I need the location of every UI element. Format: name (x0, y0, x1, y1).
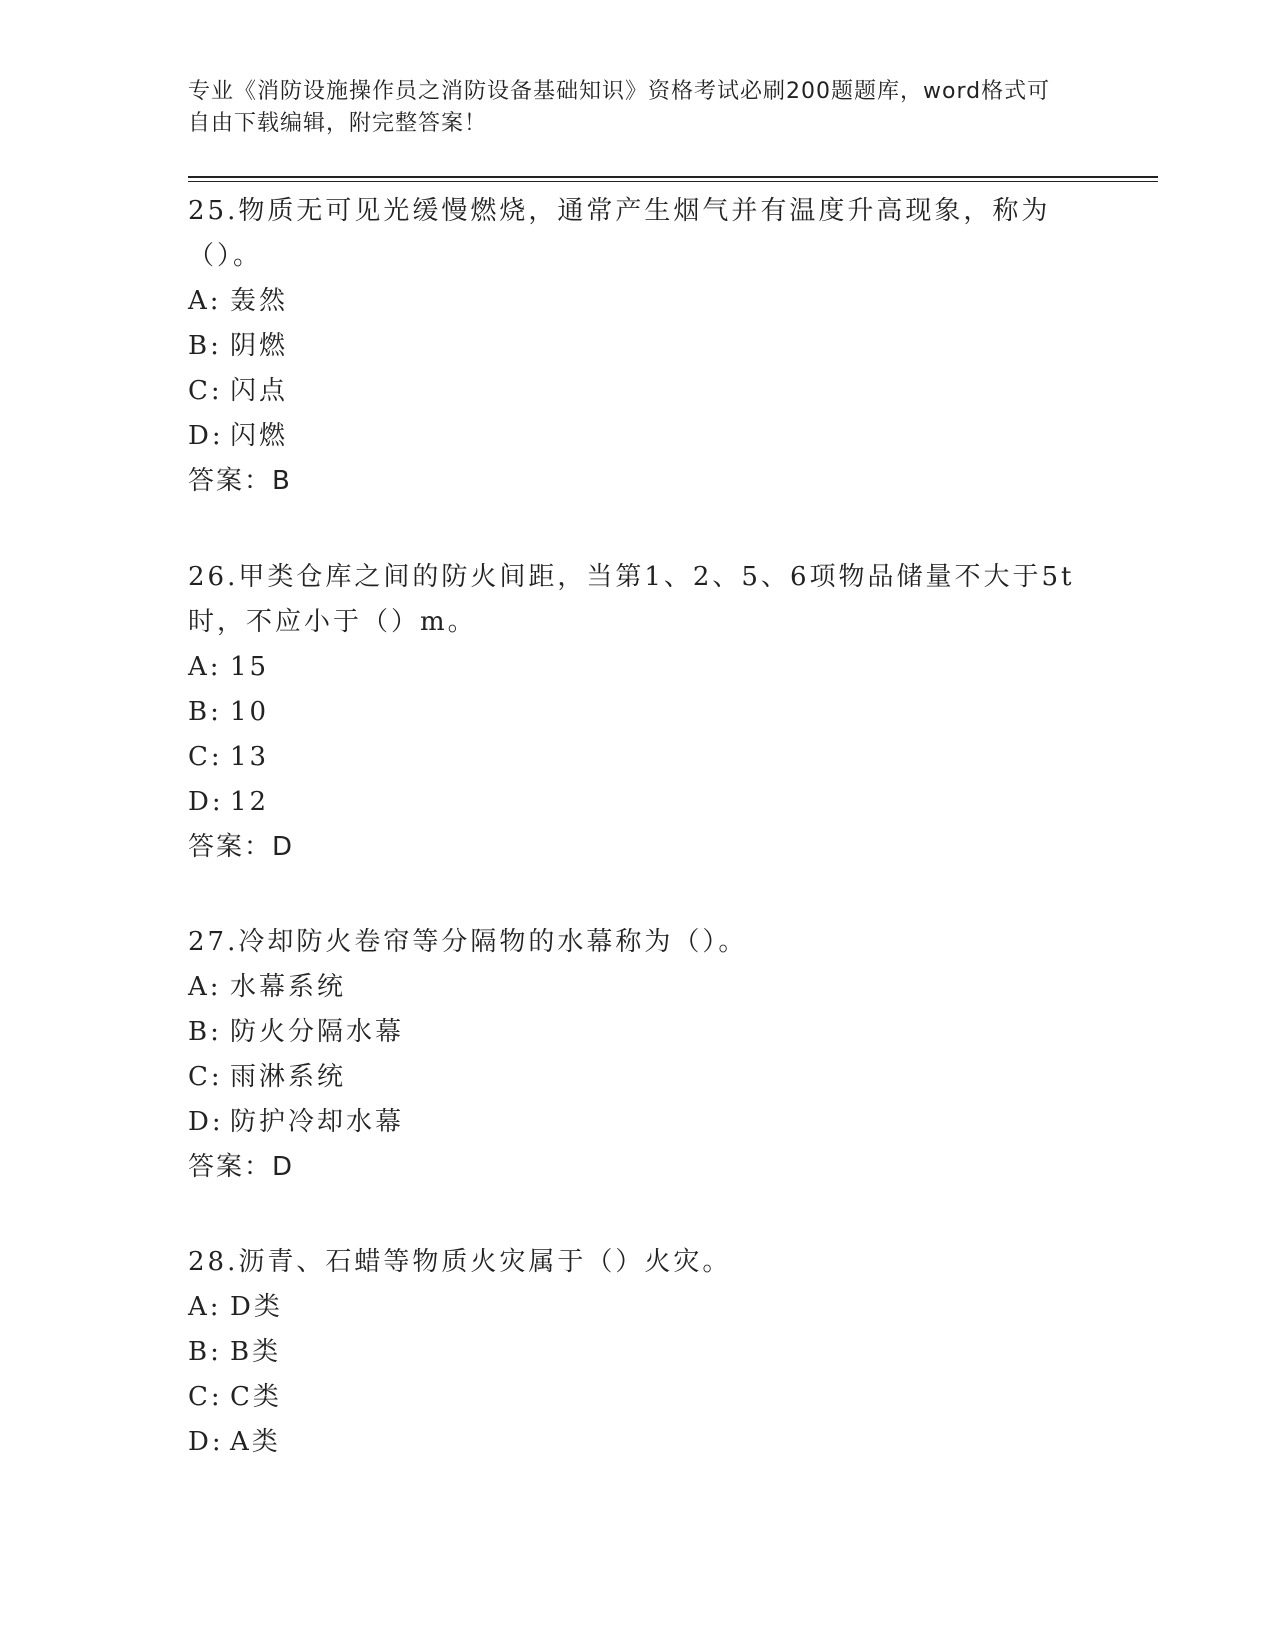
question-28 (188, 1240, 1088, 1465)
option-text: 防护冷却水幕 (230, 1107, 405, 1137)
option-b (188, 1010, 1088, 1055)
option-a (188, 1285, 1088, 1330)
answer-line: 答案：B (188, 466, 292, 496)
option-text: 水幕系统 (230, 972, 347, 1002)
option-key: B: (188, 1337, 222, 1367)
option-c (188, 1375, 1088, 1420)
option-key: B: (188, 1017, 222, 1047)
header-divider-thin (188, 181, 1158, 182)
option-text: A类 (230, 1427, 281, 1457)
header-divider-thick (188, 176, 1158, 178)
option-key: D: (188, 421, 224, 451)
option-text: 闪点 (230, 376, 289, 406)
option-text: 轰然 (230, 286, 289, 316)
option-key: C: (188, 1062, 223, 1092)
question-stem: 26.甲类仓库之间的防火间距，当第1、2、5、6项物品储量不大于5t时，不应小于（）m。 (188, 562, 1075, 637)
question-25 (188, 189, 1088, 504)
option-c (188, 735, 1088, 780)
option-c (188, 369, 1088, 414)
option-text: D类 (230, 1292, 283, 1322)
option-text: C类 (230, 1382, 282, 1412)
option-text: 15 (230, 652, 270, 682)
option-key: C: (188, 376, 223, 406)
question-26 (188, 555, 1088, 870)
option-c (188, 1055, 1088, 1100)
option-text: 闪燃 (230, 421, 289, 451)
option-a (188, 965, 1088, 1010)
option-text: 阴燃 (230, 331, 289, 361)
option-d (188, 1100, 1088, 1145)
option-text: B类 (230, 1337, 282, 1367)
option-b (188, 1330, 1088, 1375)
option-key: A: (188, 972, 222, 1002)
option-text: 防火分隔水幕 (230, 1017, 405, 1047)
option-key: D: (188, 1107, 224, 1137)
option-text: 10 (230, 697, 270, 727)
document-header: 专业《消防设施操作员之消防设备基础知识》资格考试必刷200题题库，word格式可自由下载编辑，附完整答案！ (188, 79, 1051, 136)
option-key: A: (188, 1292, 222, 1322)
option-a (188, 279, 1088, 324)
option-key: D: (188, 1427, 224, 1457)
option-a (188, 645, 1088, 690)
answer-line: 答案：D (188, 832, 295, 862)
question-27 (188, 920, 1088, 1190)
option-key: B: (188, 697, 222, 727)
option-d (188, 1420, 1088, 1465)
question-stem: 28.沥青、石蜡等物质火灾属于（）火灾。 (188, 1247, 732, 1277)
option-text: 雨淋系统 (230, 1062, 347, 1092)
option-text: 13 (230, 742, 270, 772)
option-d (188, 780, 1088, 825)
option-d (188, 414, 1088, 459)
question-stem: 27.冷却防火卷帘等分隔物的水幕称为（）。 (188, 927, 748, 957)
option-text: 12 (230, 787, 270, 817)
option-b (188, 690, 1088, 735)
option-key: A: (188, 652, 222, 682)
option-key: D: (188, 787, 224, 817)
option-key: C: (188, 1382, 223, 1412)
answer-line: 答案：D (188, 1152, 295, 1182)
option-key: A: (188, 286, 222, 316)
option-b (188, 324, 1088, 369)
option-key: B: (188, 331, 222, 361)
question-stem: 25.物质无可见光缓慢燃烧，通常产生烟气并有温度升高现象，称为（）。 (188, 196, 1051, 271)
option-key: C: (188, 742, 223, 772)
